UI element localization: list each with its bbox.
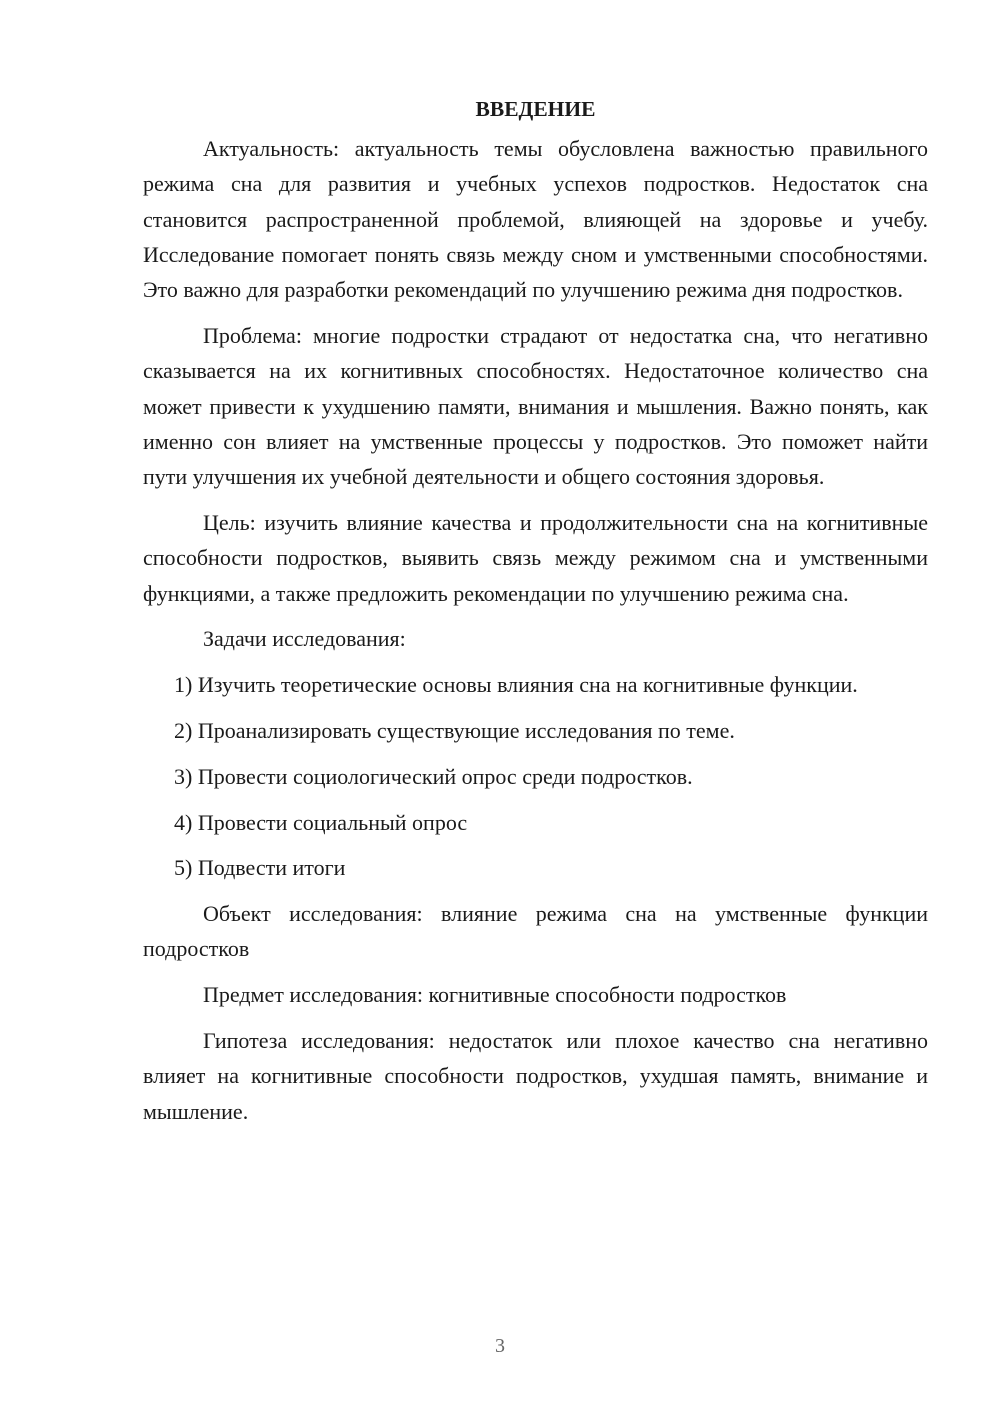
object-paragraph: Объект исследования: влияние режима сна на умственные функции подростков [143, 901, 928, 962]
problem-paragraph: Проблема: многие подростки страдают от недостатка сна, что негативно сказывается на их когнитивных способностях. Недостаточное количество сна может привести к ухудшению памяти, внимания и мышления. Важно понять, как именно сон влияет на умственные процессы у подростков. Это поможет найти пути улучшения их учебной деятельности и общего состояния здоровья. [143, 322, 928, 490]
task-item: 5) Подвести итоги [174, 855, 346, 881]
page-title: ВВЕДЕНИЕ [475, 97, 596, 121]
document-body [143, 92, 928, 1139]
relevance-paragraph: Актуальность: актуальность темы обусловлена важностью правильного режима сна для развития и учебных успехов подростков. Недостаток сна становится распространенной проблемой, влияющей на здоровье и учебу. Исследование помогает понять связь между сном и умственными способностями. Это важно для разработки рекомендаций по улучшению режима дня подростков. [143, 136, 928, 303]
task-item: 4) Провести социальный опрос [174, 809, 468, 835]
page-number: 3 [495, 1335, 505, 1357]
hypothesis-paragraph: Гипотеза исследования: недостаток или плохое качество сна негативно влияет на когнитивные способности подростков, ухудшая память, внимание и мышление. [143, 1028, 928, 1124]
task-item: 1) Изучить теоретические основы влияния сна на когнитивные функции. [174, 672, 858, 698]
task-item: 3) Провести социологический опрос среди подростков. [174, 763, 693, 789]
tasks-heading: Задачи исследования: [203, 626, 406, 652]
subject-paragraph: Предмет исследования: когнитивные способности подростков [203, 982, 787, 1008]
task-item: 2) Проанализировать существующие исследования по теме. [174, 717, 735, 743]
goal-paragraph: Цель: изучить влияние качества и продолжительности сна на когнитивные способности подростков, выявить связь между режимом сна и умственными функциями, а также предложить рекомендации по улучшению режима сна. [143, 509, 928, 606]
